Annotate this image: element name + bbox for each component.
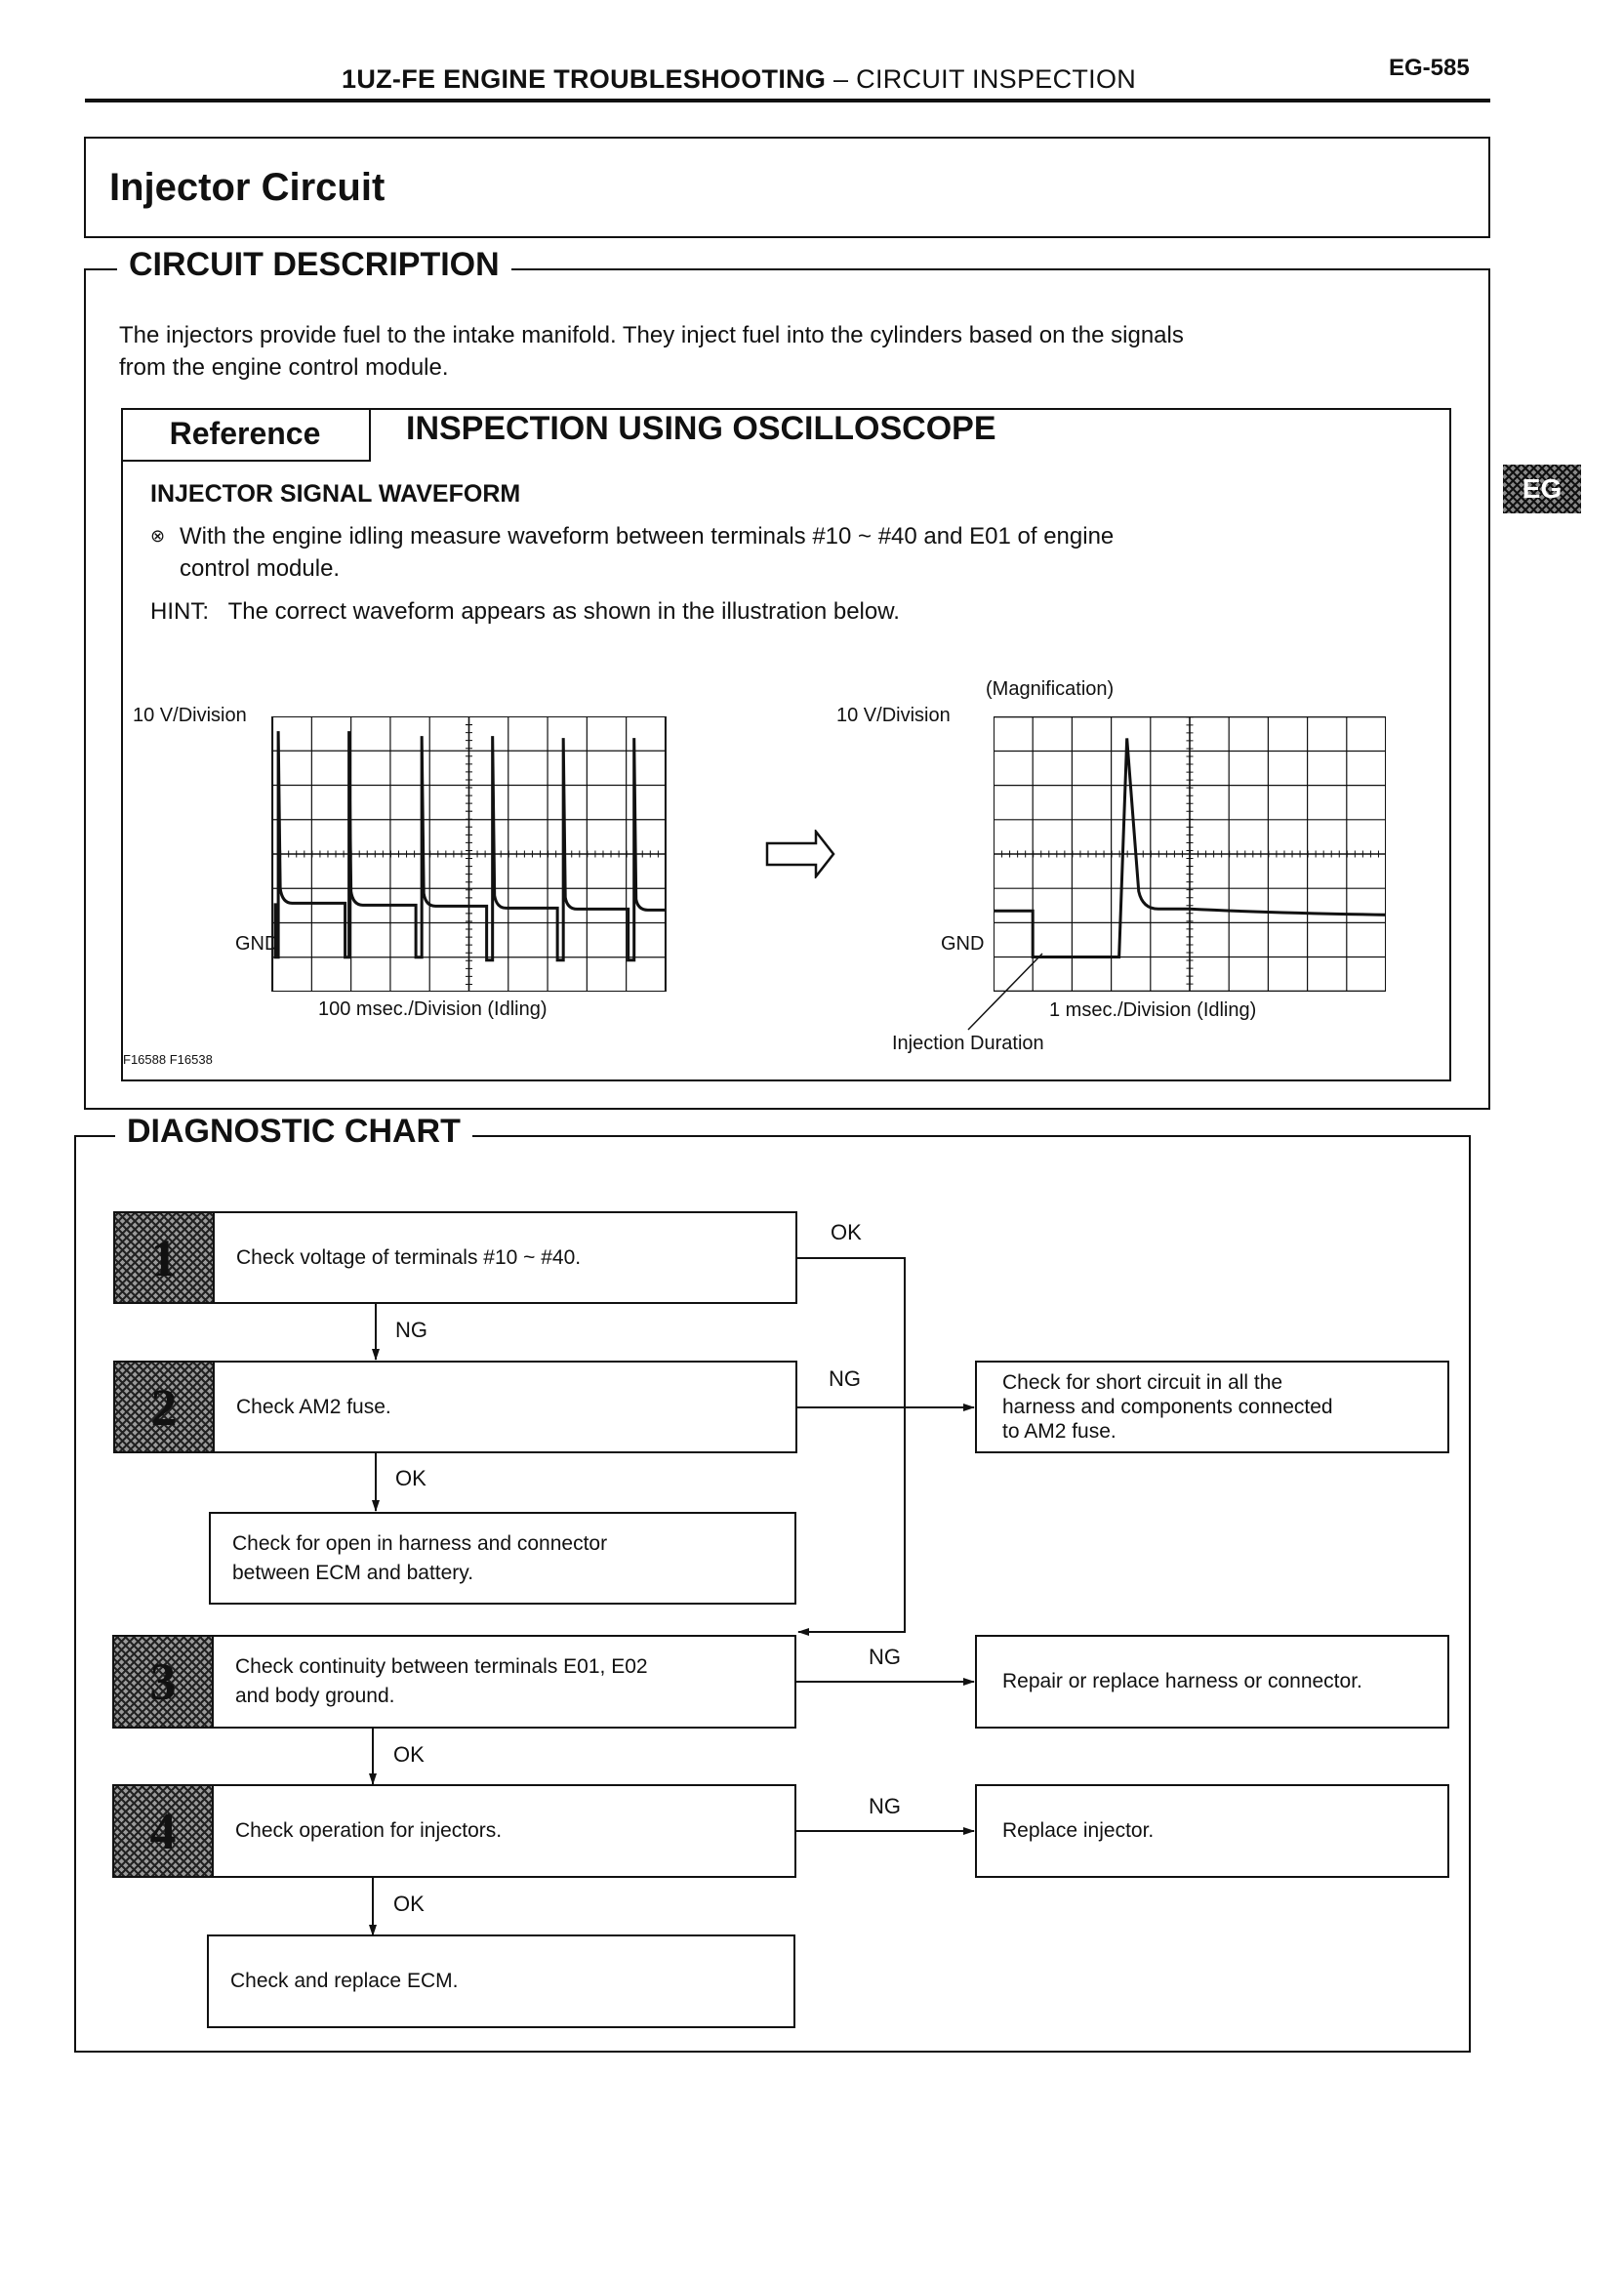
hint-text: The correct waveform appears as shown in the illustration below. xyxy=(227,598,900,625)
step-4-ok-result-box xyxy=(207,1934,795,2028)
step-1-box xyxy=(113,1211,797,1304)
step-3-text xyxy=(235,1637,785,1727)
result-line: Check for open in harness and connector xyxy=(232,1531,608,1555)
step-1-ok-label: OK xyxy=(831,1220,862,1244)
waveform1-xlabel: 100 msec./Division (Idling) xyxy=(318,998,548,1020)
circuit-description-heading: CIRCUIT DESCRIPTION xyxy=(117,246,511,284)
step-3-ng-result-box xyxy=(975,1635,1449,1729)
step-1-ng-label: NG xyxy=(395,1318,427,1342)
result-line: harness and components connected xyxy=(1002,1396,1333,1418)
figure-id: F16588 F16538 xyxy=(123,1052,213,1067)
step-4-number: 4 xyxy=(114,1786,214,1876)
body-line: from the engine control module. xyxy=(119,354,449,381)
step-3-number: 3 xyxy=(114,1637,214,1727)
waveform2-title: (Magnification) xyxy=(986,678,1115,700)
step-line: and body ground. xyxy=(235,1685,395,1707)
step-3-ng-label: NG xyxy=(869,1645,901,1669)
step-2-ng-result-text xyxy=(1002,1363,1438,1451)
step-2-ok-result-box xyxy=(209,1512,796,1605)
step-2-ng-label: NG xyxy=(829,1366,861,1391)
waveform1-ylabel: 10 V/Division xyxy=(133,705,247,726)
injection-duration-label: Injection Duration xyxy=(892,1033,1044,1054)
step-4-text: Check operation for injectors. xyxy=(235,1819,503,1842)
step-2-ng-result-box xyxy=(975,1361,1449,1453)
header-sep: – xyxy=(826,64,857,94)
bullet-line: With the engine idling measure waveform between terminals #10 ~ #40 and E01 of engine xyxy=(180,523,1115,550)
body-line: The injectors provide fuel to the intake manifold. They inject fuel into the cylinders based on the signals xyxy=(119,322,1184,348)
step-3-ng-result-text: Repair or replace harness or connector. xyxy=(1002,1670,1362,1692)
step-3-ok-label: OK xyxy=(393,1742,425,1767)
waveform-subheading: INJECTOR SIGNAL WAVEFORM xyxy=(150,480,521,508)
section-tab-label: EG xyxy=(1522,473,1563,504)
step-2-number: 2 xyxy=(115,1363,215,1451)
step-1-number: 1 xyxy=(115,1213,215,1302)
result-line: to AM2 fuse. xyxy=(1002,1420,1116,1443)
step-4-box xyxy=(112,1784,796,1878)
waveform2-xlabel: 1 msec./Division (Idling) xyxy=(1049,999,1257,1021)
step-3-box xyxy=(112,1635,796,1729)
step-4-ng-result-text: Replace injector. xyxy=(1002,1819,1155,1842)
step-2-text: Check AM2 fuse. xyxy=(236,1395,391,1418)
step-2-ok-label: OK xyxy=(395,1466,426,1490)
header-title-bold: 1UZ-FE ENGINE TROUBLESHOOTING xyxy=(342,64,827,94)
page-title: Injector Circuit xyxy=(109,166,386,209)
step-2-ok-result-text xyxy=(232,1514,785,1603)
step-line: Check continuity between terminals E01, E02 xyxy=(235,1655,648,1678)
step-1-text: Check voltage of terminals #10 ~ #40. xyxy=(236,1245,582,1269)
page-number: EG-585 xyxy=(1389,55,1470,81)
bullet-line: control module. xyxy=(180,555,341,582)
step-2-box xyxy=(113,1361,797,1453)
waveform2-gnd-label: GND xyxy=(941,933,985,955)
waveform2-ylabel: 10 V/Division xyxy=(836,705,951,726)
reference-tab: Reference xyxy=(121,408,371,462)
header-title-light: CIRCUIT INSPECTION xyxy=(856,64,1137,94)
diagnostic-chart-heading: DIAGNOSTIC CHART xyxy=(115,1113,472,1151)
step-4-ng-label: NG xyxy=(869,1794,901,1818)
step-4-ng-result-box xyxy=(975,1784,1449,1878)
step-4-ok-result-text: Check and replace ECM. xyxy=(230,1970,459,1992)
step-4-ok-label: OK xyxy=(393,1892,425,1916)
result-line: between ECM and battery. xyxy=(232,1561,474,1584)
result-line: Check for short circuit in all the xyxy=(1002,1371,1283,1394)
reference-heading: INSPECTION USING OSCILLOSCOPE xyxy=(406,410,996,447)
waveform1-gnd-label: GND xyxy=(235,933,279,955)
hint-label: HINT: xyxy=(150,598,209,625)
bullet-icon: ⊗ xyxy=(150,526,166,546)
